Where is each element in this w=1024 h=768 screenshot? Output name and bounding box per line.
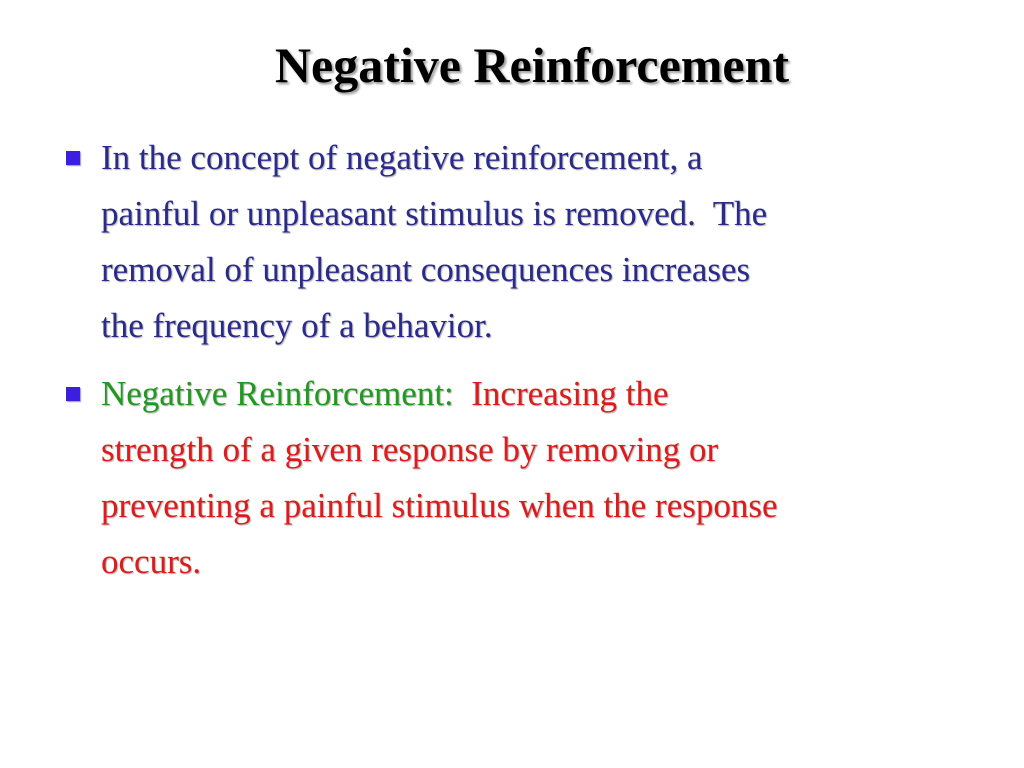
- slide-title: Negative Reinforcement: [274, 37, 790, 93]
- slide-body: [62, 130, 967, 590]
- bullet-2-line-3: preventing a painful stimulus when the response: [101, 486, 778, 525]
- definition-term: Negative Reinforcement:: [101, 374, 454, 413]
- bullet-item-1: [62, 130, 967, 354]
- square-bullet-icon: [66, 151, 80, 165]
- bullet-2-line-1: [101, 366, 967, 422]
- bullet-item-2: [62, 366, 967, 590]
- square-bullet-icon: [66, 387, 80, 401]
- bullet-1-line-4: the frequency of a behavior.: [101, 306, 493, 345]
- bullet-1-line-2: painful or unpleasant stimulus is removed. The: [101, 194, 768, 233]
- definition-text-start: Increasing the: [471, 374, 669, 413]
- bullet-2-line-4: occurs.: [101, 542, 202, 581]
- bullet-2-line-2: strength of a given response by removing or: [101, 430, 719, 469]
- bullet-1-line-3: removal of unpleasant consequences increases: [101, 250, 751, 289]
- bullet-1-line-1: In the concept of negative reinforcement, a: [101, 138, 703, 177]
